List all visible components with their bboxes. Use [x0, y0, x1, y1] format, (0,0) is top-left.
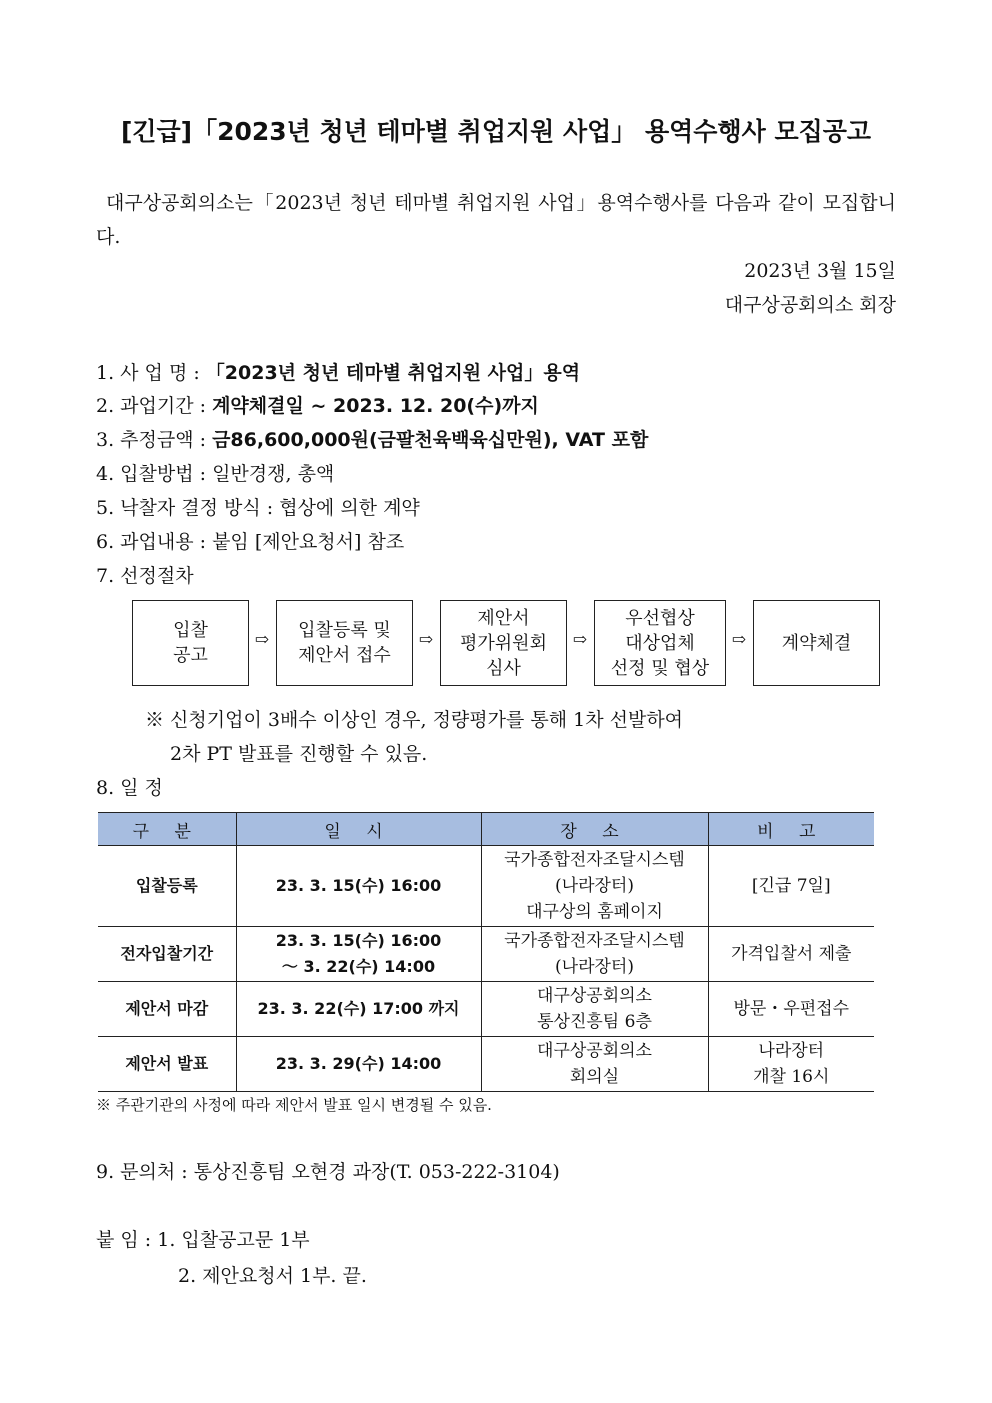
- schedule-note: 가격입찰서 제출: [708, 927, 874, 982]
- attachments: [96, 1225, 310, 1252]
- item-selection-process: [96, 561, 194, 588]
- process-arrow-icon: ⇨: [418, 630, 434, 650]
- item-period: [96, 391, 539, 418]
- table-row: [98, 927, 874, 982]
- item-task-content: [96, 527, 404, 554]
- attachment-item: 1. 입찰공고문 1부: [157, 1229, 310, 1251]
- schedule-time: 23. 3. 22(수) 17:00 까지: [236, 982, 481, 1037]
- item-label: 7. 선정절차: [96, 565, 194, 587]
- schedule-name: 제안서 마감: [98, 982, 236, 1037]
- column-header: 일 시: [236, 813, 481, 846]
- item-label: 4. 입찰방법 :: [96, 463, 213, 485]
- schedule-note: 나라장터 개찰 16시: [708, 1037, 874, 1092]
- schedule-time: 23. 3. 29(수) 14:00: [236, 1037, 481, 1092]
- item-label: 5. 낙찰자 결정 방식 :: [96, 497, 280, 519]
- attachments-label: 붙 임 :: [96, 1229, 158, 1251]
- schedule-name: 입찰등록: [98, 846, 236, 927]
- item-bid-method: [96, 459, 334, 486]
- item-label: 2. 과업기간 :: [96, 395, 213, 417]
- schedule-note: [긴급 7일]: [708, 846, 874, 927]
- process-step-4: 우선협상 대상업체 선정 및 협상: [594, 600, 726, 686]
- attachment-item: 2. 제안요청서 1부. 끝.: [178, 1265, 367, 1287]
- contact-info: 9. 문의처 : 통상진흥팀 오현경 과장(T. 053-222-3104): [96, 1161, 560, 1183]
- schedule-place: 국가종합전자조달시스템 (나라장터) 대구상의 홈페이지: [481, 846, 708, 927]
- process-step-3: 제안서 평가위원회 심사: [440, 600, 567, 686]
- page-title: [긴급]「2023년 청년 테마별 취업지원 사업」 용역수행사 모집공고: [120, 117, 872, 146]
- item-label: 6. 과업내용 :: [96, 531, 213, 553]
- schedule-place: 대구상공회의소 회의실: [481, 1037, 708, 1092]
- process-step-1: 입찰 공고: [132, 600, 249, 686]
- schedule-name: 제안서 발표: [98, 1037, 236, 1092]
- process-arrow-icon: ⇨: [254, 630, 270, 650]
- item-label: 3. 추정금액 :: [96, 429, 213, 451]
- item-value: 「2023년 청년 테마별 취업지원 사업」용역: [205, 362, 581, 384]
- item-budget: [96, 425, 648, 452]
- table-row: [98, 1037, 874, 1092]
- schedule-place: 대구상공회의소 통상진흥팀 6층: [481, 982, 708, 1037]
- schedule-time: 23. 3. 15(수) 16:00 ～ 3. 22(수) 14:00: [236, 927, 481, 982]
- column-header: 장 소: [481, 813, 708, 846]
- item-award-method: [96, 493, 420, 520]
- process-step-5: 계약체결: [753, 600, 880, 686]
- process-step-2: 입찰등록 및 제안서 접수: [276, 600, 413, 686]
- schedule-time: 23. 3. 15(수) 16:00: [236, 846, 481, 927]
- item-value: 협상에 의한 계약: [279, 497, 420, 519]
- process-note-continued: 2차 PT 발표를 진행할 수 있음.: [170, 743, 428, 765]
- schedule-name: 전자입찰기간: [98, 927, 236, 982]
- notice-date: 2023년 3월 15일: [744, 260, 896, 282]
- process-arrow-icon: ⇨: [731, 630, 747, 650]
- intro-paragraph: 대구상공회의소는「2023년 청년 테마별 취업지원 사업」용역수행사를 다음과 같이 모집합니다.: [96, 192, 896, 248]
- process-note: ※ 신청기업이 3배수 이상인 경우, 정량평가를 통해 1차 선발하여: [145, 709, 684, 731]
- item-value: 붙임 [제안요청서] 참조: [212, 531, 405, 553]
- schedule-place: 국가종합전자조달시스템 (나라장터): [481, 927, 708, 982]
- item-project-name: [96, 358, 580, 385]
- item-label: 1. 사 업 명 :: [96, 362, 206, 384]
- schedule-heading: 8. 일 정: [96, 777, 163, 799]
- column-header: 비 고: [708, 813, 874, 846]
- item-value: 계약체결일 ~ 2023. 12. 20(수)까지: [212, 395, 539, 417]
- schedule-footnote: ※ 주관기관의 사정에 따라 제안서 발표 일시 변경될 수 있음.: [96, 1096, 492, 1114]
- item-value: 일반경쟁, 총액: [212, 463, 335, 485]
- item-value: 금86,600,000원(금팔천육백육십만원), VAT 포함: [212, 429, 649, 451]
- schedule-table: [98, 812, 874, 1092]
- process-arrow-icon: ⇨: [572, 630, 588, 650]
- schedule-note: 방문・우편접수: [708, 982, 874, 1037]
- table-row: [98, 846, 874, 927]
- column-header: 구 분: [98, 813, 236, 846]
- table-row: [98, 982, 874, 1037]
- table-header-row: [98, 813, 874, 846]
- issuer: 대구상공회의소 회장: [724, 294, 896, 316]
